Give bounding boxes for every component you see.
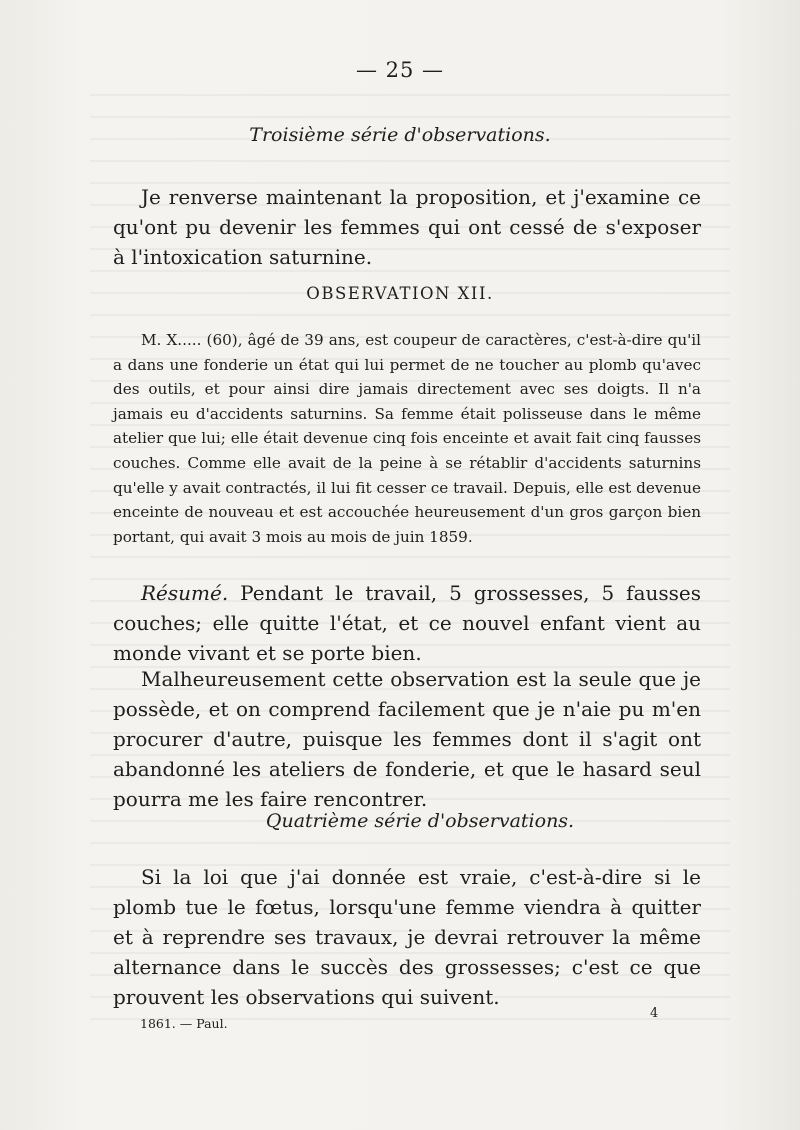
section-heading-quatrieme: Quatrième série d'observations. <box>265 810 575 832</box>
footer-sheet-number: 4 <box>650 1006 659 1021</box>
intro-paragraph: Je renverse maintenant la proposition, et j'examine ce qu'ont pu devenir les femmes qui ont cessé de s'exposer à l'intoxication saturnine. <box>113 185 701 269</box>
observation-title: OBSERVATION XII. <box>306 284 494 303</box>
footer-signature: 1861. — Paul. <box>140 1016 228 1031</box>
resume-text: Pendant le travail, 5 grossesses, 5 fausses couches; elle quitte l'état, et ce nouvel enfant vient au monde vivant et se porte bien. <box>113 581 702 665</box>
resume-label: Résumé. <box>141 581 229 605</box>
page-number: — 25 — <box>355 58 445 82</box>
section-heading-troisieme: Troisième série d'observations. <box>249 124 551 146</box>
observation-body: M. X..... (60), âgé de 39 ans, est coupeur de caractères, c'est-à-dire qu'il a dans une fonderie un état qui lui permet de ne toucher au plomb qu'avec des outils, et pour ainsi dire jamais directement avec ses doigts. Il n'a jamais eu d'accidents saturnins. Sa femme était polisseuse dans le même atelier que lui; elle était devenue cinq fois enceinte et avait fait cinq fausses couches. Comme elle avait de la peine à se rétablir d'accidents saturnins qu'elle y avait contractés, il lui fit cesser ce travail. Depuis, elle est devenue enceinte de nouveau et est accouchée heureusement d'un gros garçon bien portant, qui avait 3 mois au mois de juin 1859. <box>113 331 701 546</box>
resume-paragraph <box>113 578 701 668</box>
malheureusement-paragraph: Malheureusement cette observation est la seule que je possède, et on comprend facilement que je n'aie pu m'en procurer d'autre, puisque les femmes dont il s'agit ont abandonné les ateliers de fonderie, et que le hasard seul pourra me les faire rencontrer. <box>113 667 701 811</box>
final-paragraph: Si la loi que j'ai donnée est vraie, c'est-à-dire si le plomb tue le fœtus, lorsqu'une femme viendra à quitter et à reprendre ses travaux, je devrai retrouver la même alternance dans le succès des grossesses; c'est ce que prouvent les observations qui suivent. <box>113 865 701 1009</box>
